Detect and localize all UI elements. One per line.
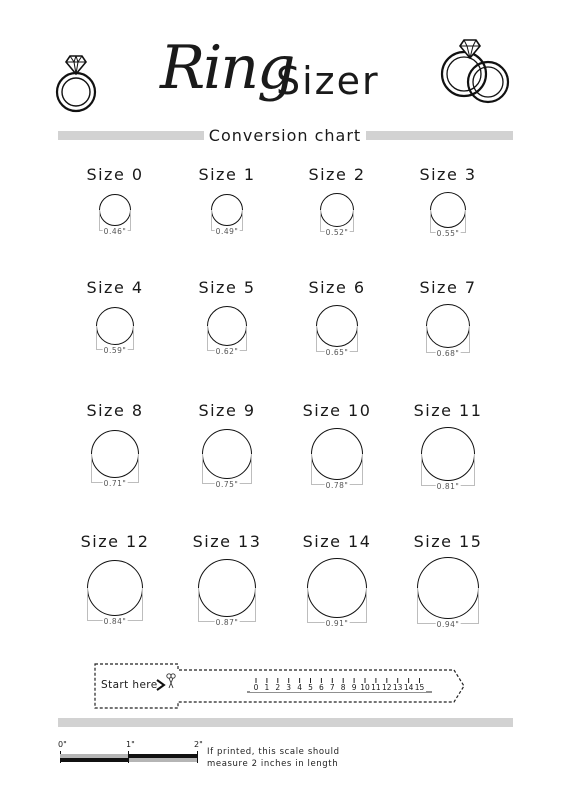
- size-label: Size 9: [198, 401, 256, 420]
- ruler-tick-label: 13: [392, 683, 403, 692]
- size-label: Size 0: [86, 165, 144, 184]
- ruler-tick-label: 4: [294, 683, 306, 692]
- diameter-label: 0.94": [436, 620, 460, 629]
- ruler-tick-label: 3: [283, 683, 295, 692]
- scale-label-1: 1": [126, 740, 135, 749]
- scale-segment-1-bottom: [60, 758, 128, 762]
- title-sans-word: Sizer: [276, 59, 380, 103]
- size-label: Size 12: [80, 532, 150, 551]
- scissors-icon: [166, 672, 176, 694]
- title-script-word: Ring: [160, 33, 294, 103]
- ruler-tick-label: 0: [250, 683, 262, 692]
- diameter-label: 0.59": [103, 346, 127, 355]
- ruler-tick-label: 5: [305, 683, 317, 692]
- size-label: Size 1: [198, 165, 256, 184]
- diameter-label: 0.71": [103, 479, 127, 488]
- diameter-label: 0.68": [436, 349, 460, 358]
- diameter-label: 0.81": [436, 482, 460, 491]
- ruler-tick-label: 14: [403, 683, 414, 692]
- size-label: Size 11: [413, 401, 483, 420]
- ruler-tick-label: 1: [261, 683, 273, 692]
- scale-label-2: 2": [194, 740, 203, 749]
- scale-label-0: 0": [58, 740, 67, 749]
- diameter-label: 0.62": [215, 347, 239, 356]
- diameter-label: 0.87": [215, 618, 239, 627]
- ruler-tick-label: 7: [326, 683, 338, 692]
- diameter-label: 0.49": [215, 227, 239, 236]
- size-label: Size 6: [308, 278, 366, 297]
- measure-bracket: [198, 588, 256, 622]
- diameter-label: 0.75": [215, 480, 239, 489]
- ruler-tick-label: 10: [360, 683, 370, 692]
- diameter-label: 0.46": [103, 227, 127, 236]
- scale-note: If printed, this scale should measure 2 inches in length: [207, 747, 340, 769]
- ruler-tick-label: 6: [315, 683, 327, 692]
- section-label: Conversion chart: [204, 126, 366, 146]
- size-label: Size 3: [419, 165, 477, 184]
- ruler-tick-label: 9: [348, 683, 360, 692]
- size-label: Size 15: [413, 532, 483, 551]
- footer-divider-bar: [58, 718, 513, 727]
- ruler-start-label: Start here: [101, 679, 158, 691]
- size-label: Size 2: [308, 165, 366, 184]
- size-label: Size 5: [198, 278, 256, 297]
- ruler-tick-label: 15: [414, 683, 425, 692]
- diameter-label: 0.52": [325, 228, 349, 237]
- diameter-label: 0.55": [436, 229, 460, 238]
- size-label: Size 10: [302, 401, 372, 420]
- size-label: Size 7: [419, 278, 477, 297]
- diameter-label: 0.84": [103, 617, 127, 626]
- ruler-tick-label: 12: [382, 683, 392, 692]
- wedding-rings-icon: [436, 36, 516, 108]
- diameter-label: 0.78": [325, 481, 349, 490]
- diameter-label: 0.91": [325, 619, 349, 628]
- diameter-label: 0.65": [325, 348, 349, 357]
- size-label: Size 8: [86, 401, 144, 420]
- ruler-tick-label: 11: [371, 683, 381, 692]
- size-label: Size 14: [302, 532, 372, 551]
- measure-bracket: [307, 588, 367, 623]
- size-label: Size 4: [86, 278, 144, 297]
- scale-segment-2-bottom: [129, 758, 197, 762]
- ring-diamond-icon: [50, 48, 106, 116]
- ruler-tick-label: 8: [337, 683, 349, 692]
- size-label: Size 13: [192, 532, 262, 551]
- measure-bracket: [417, 588, 479, 624]
- scale-tick: [197, 751, 198, 763]
- ruler-tick-label: 2: [272, 683, 284, 692]
